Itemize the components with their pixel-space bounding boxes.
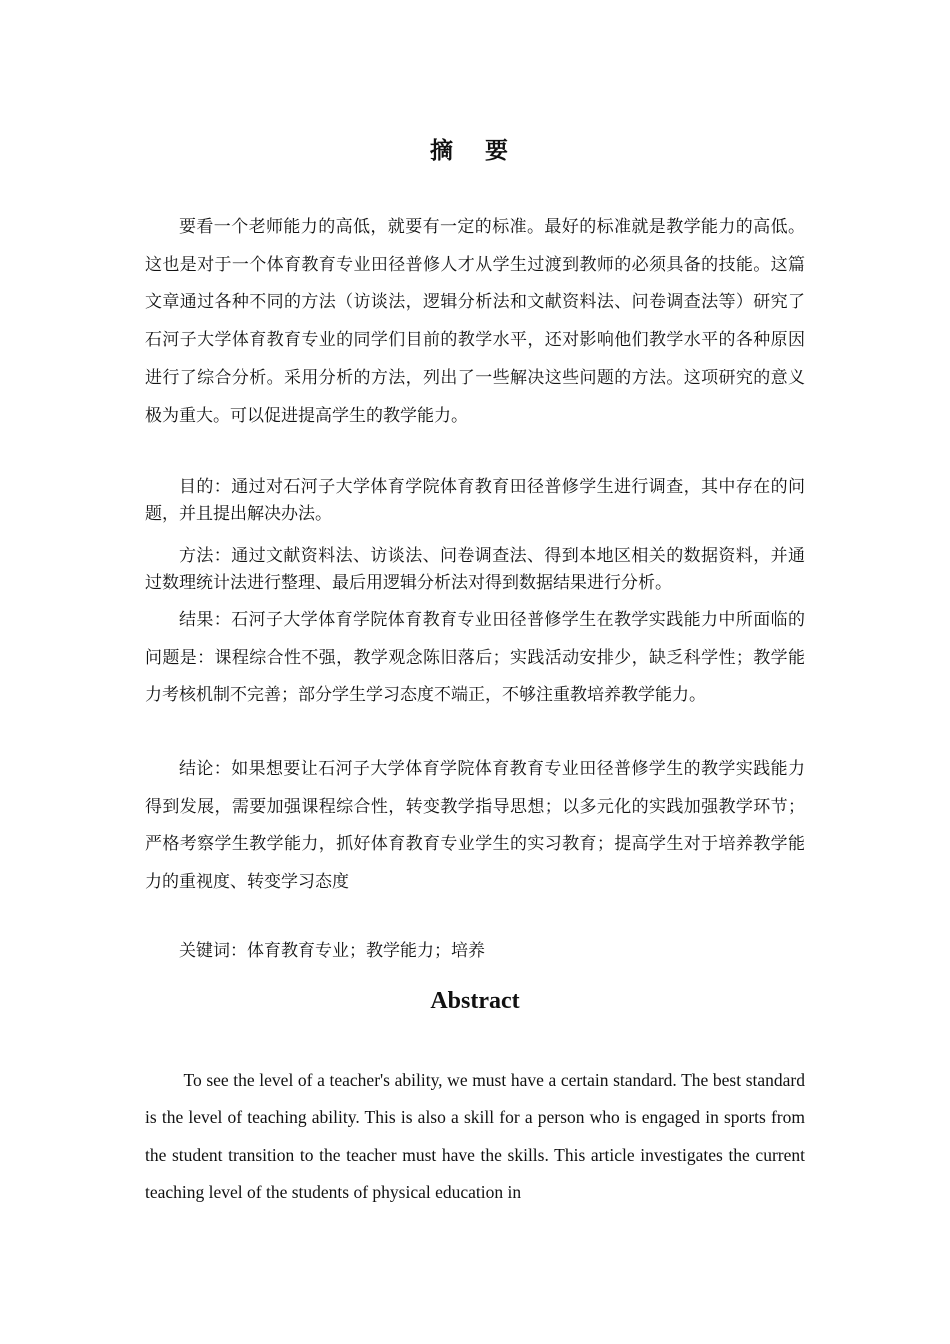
abstract-en-paragraph: To see the level of a teacher's ability, we must have a certain standard. The best standard is the level of teaching ability. This is also a skill for a person who is engaged in sports from the student transition to the teacher must have the skills. This article investigates the current teaching level of the students of physical education in [145,1070,805,1202]
method-paragraph: 方法：通过文献资料法、访谈法、问卷调查法、得到本地区相关的数据资料，并通过数理统计法进行整理、最后用逻辑分析法对得到数据结果进行分析。 [145,546,805,593]
result-paragraph: 结果：石河子大学体育学院体育教育专业田径普修学生在教学实践能力中所面临的问题是：课程综合性不强，教学观念陈旧落后；实践活动安排少，缺乏科学性；教学能力考核机制不完善；部分学生学习态度不端正，不够注重教培养教学能力。 [145,610,805,706]
abstract-intro-paragraph: 要看一个老师能力的高低，就要有一定的标准。最好的标准就是教学能力的高低。这也是对于一个体育教育专业田径普修人才从学生过渡到教师的必须具备的技能。这篇文章通过各种不同的方法（访谈法，逻辑分析法和文献资料法、问卷调查法等）研究了石河子大学体育教育专业的同学们目前的教学水平，还对影响他们教学水平的各种原因进行了综合分析。采用分析的方法，列出了一些解决这些问题的方法。这项研究的意义极为重大。可以促进提高学生的教学能力。 [145,217,805,426]
purpose-paragraph: 目的：通过对石河子大学体育学院体育教育田径普修学生进行调查，其中存在的问题，并且提出解决办法。 [145,477,805,524]
abstract-title-en: Abstract [430,988,520,1014]
conclusion-paragraph: 结论：如果想要让石河子大学体育学院体育教育专业田径普修学生的教学实践能力得到发展，需要加强课程综合性，转变教学指导思想；以多元化的实践加强教学环节；严格考察学生教学能力，抓好体育教育专业学生的实习教育；提高学生对于培养教学能力的重视度、转变学习态度 [145,759,805,893]
abstract-title-cn: 摘 要 [429,137,520,164]
keywords-line: 关键词：体育教育专业；教学能力；培养 [179,941,485,961]
